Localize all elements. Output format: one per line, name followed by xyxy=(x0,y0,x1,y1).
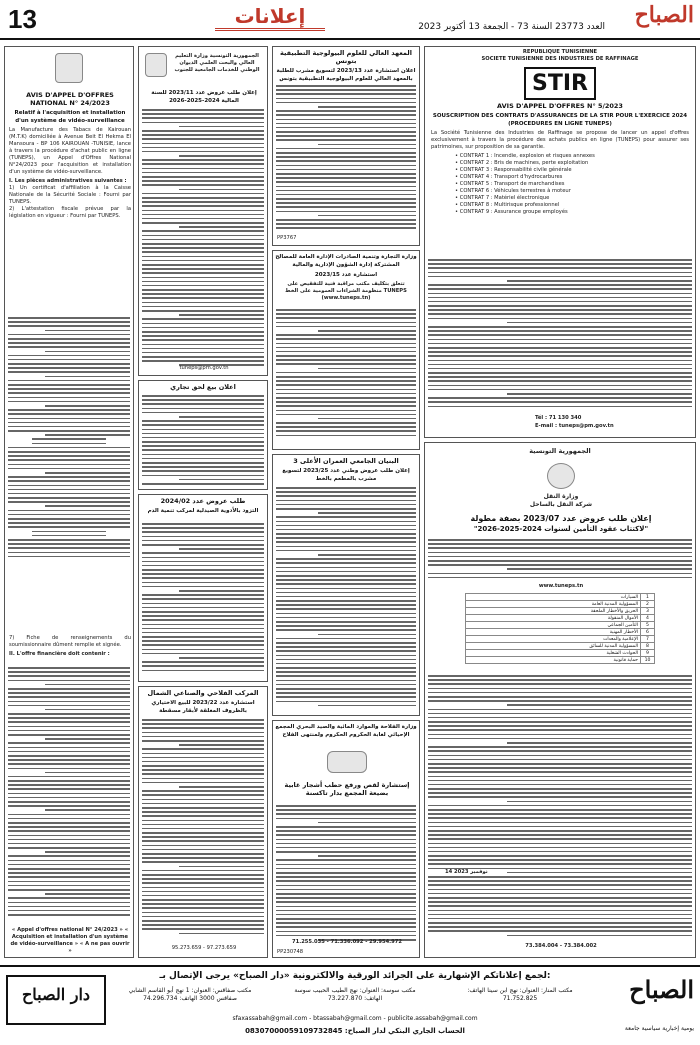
lot-number: 3 xyxy=(641,608,655,615)
lot-number: 8 xyxy=(641,643,655,650)
ad-body xyxy=(276,805,416,943)
ad-republic: الجمهورية التونسية xyxy=(529,447,591,455)
lot-name: الأخطار المهنية xyxy=(466,629,641,636)
assabah-logo: الصباح xyxy=(629,975,694,1004)
lot-name: الأموال المنقولة xyxy=(466,615,641,622)
ad-company: SOCIETE TUNISIENNE DES INDUSTRIES DE RAFFINAGE xyxy=(481,56,639,62)
logo-text: الصباح xyxy=(634,2,694,28)
ad-subtitle: "لاكتتاب عقود التأمين لسنوات 2024-2025-2026" xyxy=(473,525,649,533)
lot-name: المسؤولية المدنية للسائق xyxy=(466,643,641,650)
footer-tagline: يومية إخبارية سياسية جامعة xyxy=(624,1025,694,1032)
lot-number: 5 xyxy=(641,622,655,629)
ad-offer-heading: II. L'offre financière doit contenir : xyxy=(9,651,110,657)
table-row xyxy=(466,657,655,664)
contract-item: • CONTRAT 1 : Incendie, explosion et risques annexes xyxy=(455,153,595,159)
ad-republic: REPUBLIQUE TUNISIENNE xyxy=(522,49,598,55)
ad-transport-insurance xyxy=(424,442,696,958)
ad-tender-subtitle: إعلان طلب عروض عدد 2023/11 للسنة المالية 2024-2025-2026 xyxy=(151,90,257,104)
ad-forest-wood xyxy=(272,720,420,958)
table-row xyxy=(466,629,655,636)
ad-intro: La Manufacture des Tabacs de Kairouan (M.T.K) domiciliée à Avenue Beit El Hekma El Mansoura - BP 106 KAIROUAN -TUNISIE, lance à travers la procédure d'achat public en ligne (TUNEPS), un Appel d'Offres National N°24/2023 pour l'acquisition et installation d'un système de vidéo-surveillance. xyxy=(9,127,131,175)
ad-phone: 95.273.659 - 97.273.659 xyxy=(171,945,237,951)
ad-body xyxy=(142,395,264,487)
ad-delivery-note: « Appel d'offres national N° 24/2023 » « Acquisition et installation d'un système de vidéo-surveillance » « A ne pas ouvrir » xyxy=(10,927,130,954)
ad-body xyxy=(142,523,264,674)
contract-item: • CONTRAT 3 : Responsabilité civile générale xyxy=(455,167,572,173)
ad-ministry-tender xyxy=(138,46,268,376)
footer-rib: الحساب الجاري البنكي لدار الصباح: 08307000059109732845 xyxy=(245,1027,465,1035)
ad-title: وزارة الفلاحة والموارد المائية والصيد البحري المجمع الإحيائي لغابة الحكروم الحكروم ولمنتهى الفلاح xyxy=(275,724,417,738)
ad-heading: إستشارة لقص ورفع حطب أشجار غابية بضيعة المجمع بدار تاكسنة xyxy=(284,781,410,797)
ad-site: www.tuneps.tn xyxy=(538,583,584,589)
lot-number: 10 xyxy=(641,657,655,664)
ad-tender-body xyxy=(142,109,264,369)
table-row xyxy=(466,594,655,601)
ad-email: E-mail : tuneps@pm.gov.tn xyxy=(535,423,614,429)
contract-item: • CONTRAT 8 : Multirisque professionnel xyxy=(455,202,560,208)
ad-company: شركة النقل بالساحل xyxy=(529,501,593,508)
issue-line: العدد 23773 السنة 73 - الجمعة 13 أكتوبر 2023 xyxy=(418,22,605,32)
lot-name: التأمين الجماعي xyxy=(466,622,641,629)
ad-subtitle: استشارة عدد 2023/15 xyxy=(314,272,378,278)
dar-assabah-logo: دار الصباح xyxy=(6,975,106,1025)
ad-body xyxy=(276,487,416,709)
footer-office-menar: مكتب المنار: العنوان: نهج ابن سينا الهاتف: 71.752.825 xyxy=(467,987,573,1002)
ad-title: وزارة التجارة وتنمية الصادرات الإدارة العامة للمصالح المشتركة إدارة الشؤون الإدارية والمالية xyxy=(275,254,417,268)
lot-name: حماية قانونية xyxy=(466,657,641,664)
lot-number: 1 xyxy=(641,594,655,601)
footer-office-sfax: مكتب صفاقس: العنوان: 1 نهج أبو القاسم الشابي صفاقس 3000 الهاتف: 74.296.734 xyxy=(128,987,252,1002)
ad-body xyxy=(142,719,264,937)
contract-item: • CONTRAT 2 : Bris de machines, perte exploitation xyxy=(455,160,589,166)
ad-title: AVIS D'APPEL D'OFFRES N° 5/2023 xyxy=(497,102,623,110)
ad-phones: 73.384.004 - 73.384.002 xyxy=(525,943,597,949)
ad-deadline: 14 نوفمبر 2023 xyxy=(445,869,488,875)
ad-body-text-2 xyxy=(8,667,130,918)
section-title: إعلانات xyxy=(215,4,325,31)
contract-item: • CONTRAT 5 : Transport de marchandises xyxy=(455,181,565,187)
contracts-list xyxy=(425,151,695,218)
lot-name: الإعلامية والمعدات xyxy=(466,636,641,643)
ad-body xyxy=(428,259,692,410)
footer-office-sousse: مكتب سوسة: العنوان: نهج الطيب الحبيب سوسة الهاتف: 73.227.870 xyxy=(294,987,416,1002)
table-row xyxy=(466,643,655,650)
lot-name: السيارات xyxy=(466,594,641,601)
ad-body-2 xyxy=(428,675,692,939)
ad-ministry: وزارة النقل xyxy=(543,493,579,500)
ad-body-text xyxy=(8,317,130,560)
ad-biology-institute xyxy=(272,46,420,246)
ad-mtk-tender xyxy=(4,46,134,958)
ad-subtitle: التزود بالأدوية الصيدلية لمركب تنمية الدم xyxy=(147,508,259,514)
contract-item: • CONTRAT 4 : Transport d'hydrocarbures xyxy=(455,174,563,180)
ad-subtitle: SOUSCRIPTION DES CONTRATS D'ASSURANCES DE LA STIR POUR L'EXERCICE 2024 (PROCEDURES EN LIGNE TUNEPS) xyxy=(432,113,688,127)
contract-item: • CONTRAT 7 : Matériel électronique xyxy=(455,195,550,201)
ad-title: المركب الفلاحي والصناعي الشمال xyxy=(147,689,259,697)
tunisia-emblem-icon xyxy=(145,53,167,77)
ad-phone: Tél : 71 130 340 xyxy=(535,415,582,421)
lot-number: 4 xyxy=(641,615,655,622)
contract-item: • CONTRAT 9 : Assurance groupe employés xyxy=(455,209,568,215)
table-row xyxy=(466,608,655,615)
ad-university-tender xyxy=(272,454,420,716)
ad-title: طلب عروض عدد 2024/02 xyxy=(160,497,246,505)
table-row xyxy=(466,636,655,643)
ad-body xyxy=(276,309,416,439)
ad-title: المعهد العالي للعلوم البيولوجية التطبيقية بتونس xyxy=(280,49,412,65)
table-row xyxy=(466,615,655,622)
ad-intro: La Société Tunisienne des Industries de Raffinage se propose de lancer un appel d'offres exclusivement à travers la procédure des achats publics en ligne (TUNEPS) pour assurer ses patrimoines, sur proposition de sa garantie. xyxy=(431,130,689,150)
ad-item-7: 7) Fiche de renseignements du soumissionnaire dûment remplie et signée. xyxy=(9,635,131,648)
ad-livestock-sale xyxy=(138,686,268,958)
ad-contact-email: tuneps@pm.gov.tn xyxy=(179,365,229,371)
ad-medicine-tender xyxy=(138,494,268,682)
logo-icon xyxy=(327,751,367,773)
ad-phones: 71.255.035 - 71.336.092 - 29.954.972 xyxy=(292,939,402,945)
ad-subtitle: Relatif à l'acquisition et installation d'un système de vidéo-surveillance xyxy=(14,110,126,124)
lot-number: 6 xyxy=(641,629,655,636)
ad-section-heading: I. Les pièces administratives suivantes : xyxy=(9,178,127,184)
ad-trade-ministry xyxy=(272,250,420,450)
table-row xyxy=(466,650,655,657)
contract-item: • CONTRAT 6 : Véhicules terrestres à moteur xyxy=(455,188,571,194)
ad-title: البنيان الجامعي العمران الأعلى 3 xyxy=(293,457,399,465)
lot-name: الحريق والأخطار الملحقة xyxy=(466,608,641,615)
lot-number: 7 xyxy=(641,636,655,643)
page-number: 13 xyxy=(8,4,37,34)
ad-ministry-title: الجمهورية التونسية وزارة التعليم العالي والبحث العلمي الديوان الوطني للخدمات الجامعية للجنوب xyxy=(174,53,260,73)
ad-business-sale xyxy=(138,380,268,490)
lots-table xyxy=(465,593,655,664)
stir-logo: STIR xyxy=(524,67,596,100)
ad-title: اعلان بيع لحق تجاري xyxy=(170,383,236,391)
lot-number: 2 xyxy=(641,601,655,608)
lot-number: 9 xyxy=(641,650,655,657)
page-footer xyxy=(0,965,700,1045)
ad-item-1: 1) Un certificat d'affiliation à la Caisse Nationale de la Sécurité Sociale : Fourni par TUNEPS. xyxy=(9,185,131,205)
lot-name: الحوادث الشغلية xyxy=(466,650,641,657)
footer-emails: sfaxassabah@gmail.com - btassabah@gmail.com - publicite.assabah@gmail.com xyxy=(232,1015,478,1022)
lot-name: المسؤولية المدنية العامة xyxy=(466,601,641,608)
table-row xyxy=(466,601,655,608)
ad-title: AVIS D'APPEL D'OFFRES NATIONAL N° 24/2023 xyxy=(26,91,114,107)
tunisia-emblem-icon xyxy=(55,53,83,83)
newspaper-logo xyxy=(635,2,694,28)
ad-stir-insurance xyxy=(424,46,696,438)
table-row xyxy=(466,622,655,629)
ad-subtitle: إعلان طلب عروض وطني عدد 2023/25 لتسويغ مشرب بالمطعم بالخط xyxy=(282,468,410,482)
page-header xyxy=(0,0,700,40)
ad-code: PP3767 xyxy=(277,235,297,241)
tunisia-emblem-icon xyxy=(547,463,575,489)
footer-title: لجمع إعلاناتكم الإشهارية على الجرائد الورقية والالكترونية «دار الصباح» يرجى الإتصال بـ: xyxy=(159,971,551,981)
ad-summary: تتعلق بتكليف مكتب مراقبة فنية للتفقيص على منظومة الشراءات العمومية على الخط TUNEPS (www.tuneps.tn) xyxy=(285,281,407,301)
ad-subtitle: استشارة عدد 2023/22 للبيع الاختياري بالظروف المغلقة لأبقار مسقطة xyxy=(151,700,255,714)
ad-code: PP230748 xyxy=(277,949,304,955)
ad-subtitle: اعلان استشارة عدد 2023/13 لتسويغ مشرب للطلبة بالمعهد العالي للعلوم البيولوجية التطبيقية بتونس xyxy=(276,68,416,82)
ad-title: إعلان طلب عروض عدد 2023/07 بصفة مطولة xyxy=(470,514,652,523)
ad-item-2: 2) L'attestation fiscale prévue par la législation en vigueur : Fourni par TUNEPS. xyxy=(9,206,131,219)
ad-body xyxy=(276,85,416,232)
ad-body xyxy=(428,539,692,581)
